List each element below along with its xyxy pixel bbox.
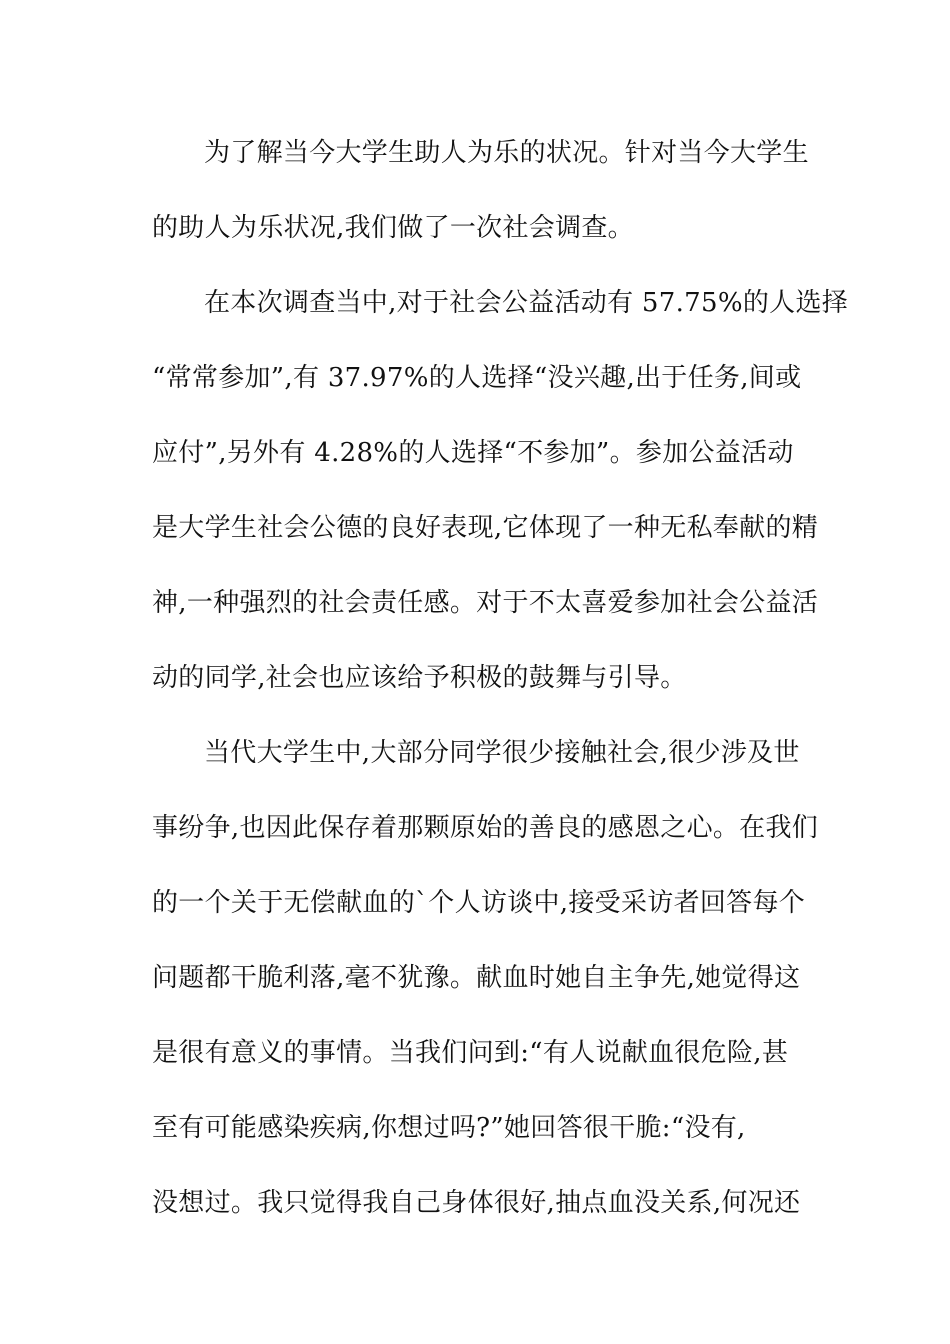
paragraph-1-line-2: 的助人为乐状况,我们做了一次社会调查。 [152,213,634,243]
paragraph-3-line-5: 是很有意义的事情。当我们问到:“有人说献血很危险,甚 [152,1038,789,1068]
paragraph-3-line-3: 的一个关于无偿献血的`个人访谈中,接受采访者回答每个 [152,888,806,918]
paragraph-2-line-1: 在本次调查当中,对于社会公益活动有 57.75%的人选择 [204,288,849,318]
paragraph-2-line-5: 神,一种强烈的社会责任感。对于不太喜爱参加社会公益活 [152,588,819,618]
paragraph-3-line-2: 事纷争,也因此保存着那颗原始的善良的感恩之心。在我们 [152,813,819,843]
paragraph-3-line-4: 问题都干脆利落,毫不犹豫。献血时她自主争先,她觉得这 [152,963,801,993]
paragraph-2-line-4: 是大学生社会公德的良好表现,它体现了一种无私奉献的精 [152,513,819,543]
paragraph-1-line-1: 为了解当今大学生助人为乐的状况。针对当今大学生 [204,138,809,168]
body-text [152,125,849,1250]
paragraph-2-line-6: 动的同学,社会也应该给予积极的鼓舞与引导。 [152,663,687,693]
paragraph-3-line-6: 至有可能感染疾病,你想过吗?”她回答很干脆:“没有, [152,1113,746,1143]
paragraph-3-line-7: 没想过。我只觉得我自己身体很好,抽点血没关系,何况还 [152,1188,801,1218]
paragraph-3-line-1: 当代大学生中,大部分同学很少接触社会,很少涉及世 [204,738,800,768]
paragraph-2-line-2: “常常参加”,有 37.97%的人选择“没兴趣,出于任务,间或 [152,363,802,393]
paragraph-2-line-3: 应付”,另外有 4.28%的人选择“不参加”。参加公益活动 [152,438,794,468]
